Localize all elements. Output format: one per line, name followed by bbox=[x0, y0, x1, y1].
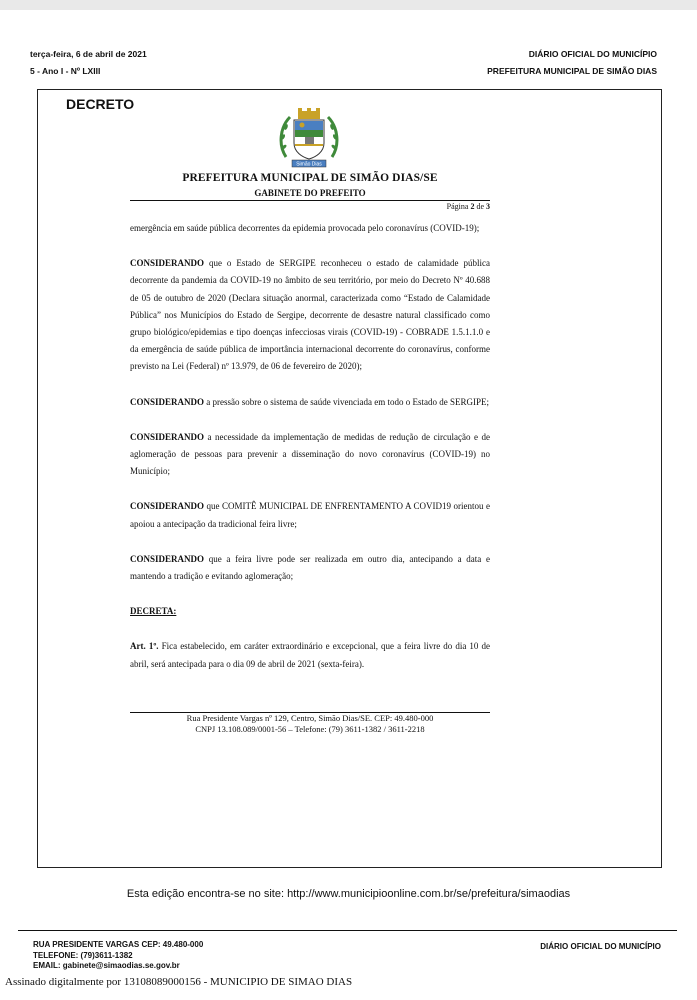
article-1: Art. 1º. Fica estabelecido, em caráter extraordinário e excepcional, que a feira livre do dia 10 de abril, será antecipada para o dia 09 de abril de 2021 (sexta-feira). bbox=[130, 641, 491, 669]
issue-edition: 5 - Ano I - Nº LXIII bbox=[30, 66, 101, 76]
issue-date: terça-feira, 6 de abril de 2021 bbox=[30, 49, 147, 59]
paragraph: CONSIDERANDO que COMITÊ MUNICIPAL DE ENFRENTAMENTO A COVID19 orientou e apoiou a antecipação da tradicional feira livre; bbox=[130, 501, 490, 529]
letterhead-address: Rua Presidente Vargas nº 129, Centro, Simão Dias/SE. CEP: 49.480-000 bbox=[186, 713, 434, 723]
letterhead-rule bbox=[130, 200, 490, 201]
footer-street: RUA PRESIDENTE VARGAS CEP: 49.480-000 bbox=[33, 940, 204, 949]
section-title: DECRETO bbox=[66, 96, 135, 112]
office-name: GABINETE DO PREFEITO bbox=[254, 188, 366, 198]
header-left bbox=[30, 46, 147, 80]
paragraph: CONSIDERANDO que o Estado de SERGIPE reconheceu o estado de calamidade pública decorrente da pandemia da COVID-19 no âmbito de seu território, por meio do Decreto Nº 40.688 de 05 de outubro de 2020 (Declara situação anormal, caracterizada como “Estado de Calamidade Pública” nos Municípios do Estado de Sergipe, decorrente de desastre natural classificado como grupo biológico/epidemias e tipo doenças infecciosas virais (COVID-19) - COBRADE 1.5.1.1.0 e da emergência de saúde pública de importância internacional decorrente do coronavírus, conforme previsto na Lei (Federal) nº 13.979, de 06 de fevereiro de 2020); bbox=[130, 258, 490, 372]
paragraph: emergência em saúde pública decorrentes da epidemia provocada pelo coronavírus (COVID-19); bbox=[130, 223, 480, 233]
letterhead-footer bbox=[130, 713, 490, 735]
decreta-heading: DECRETA: bbox=[130, 606, 177, 617]
decree-body bbox=[130, 220, 490, 684]
organization-name: PREFEITURA MUNICIPAL DE SIMÃO DIAS/SE bbox=[182, 172, 438, 184]
paragraph: CONSIDERANDO que a feira livre pode ser realizada em outro dia, antecipando a data e mantendo a tradição e evitando aglomeração; bbox=[130, 553, 490, 582]
paragraph: CONSIDERANDO a necessidade da implementação de medidas de redução de circulação e de aglomeração de pessoas para prevenir a disseminação do novo coronavírus (COVID-19) no Município; bbox=[130, 431, 490, 477]
footer-phone: TELEFONE: (79)3611-1382 bbox=[33, 950, 133, 960]
publisher-name: PREFEITURA MUNICIPAL DE SIMÃO DIAS bbox=[487, 66, 657, 76]
footer-contact bbox=[33, 940, 203, 972]
newspaper-page bbox=[0, 10, 697, 1000]
footer-publication: DIÁRIO OFICIAL DO MUNICÍPIO bbox=[540, 942, 661, 951]
publication-name: DIÁRIO OFICIAL DO MUNICÍPIO bbox=[528, 49, 657, 59]
digital-signature-line: Assinado digitalmente por 13108089000156 - MUNICIPIO DE SIMAO DIAS bbox=[5, 976, 353, 988]
letterhead-cnpj: CNPJ 13.108.089/0001-56 – Telefone: (79) 3611-1382 / 3611-2218 bbox=[195, 724, 425, 734]
svg-text:Simão Dias: Simão Dias bbox=[296, 161, 322, 168]
footer-rule bbox=[18, 930, 677, 931]
header-right bbox=[487, 46, 657, 80]
footer-email: EMAIL: gabinete@simaodias.se.gov.br bbox=[33, 961, 180, 970]
paragraph: CONSIDERANDO a pressão sobre o sistema de saúde vivenciada em todo o Estado de SERGIPE; bbox=[130, 396, 489, 407]
municipal-crest-icon bbox=[276, 107, 342, 169]
page-number: Página 2 de 3 bbox=[446, 202, 490, 211]
edition-notice: Esta edição encontra-se no site: http://www.municipioonline.com.br/se/prefeitura/simaodias bbox=[126, 888, 571, 900]
